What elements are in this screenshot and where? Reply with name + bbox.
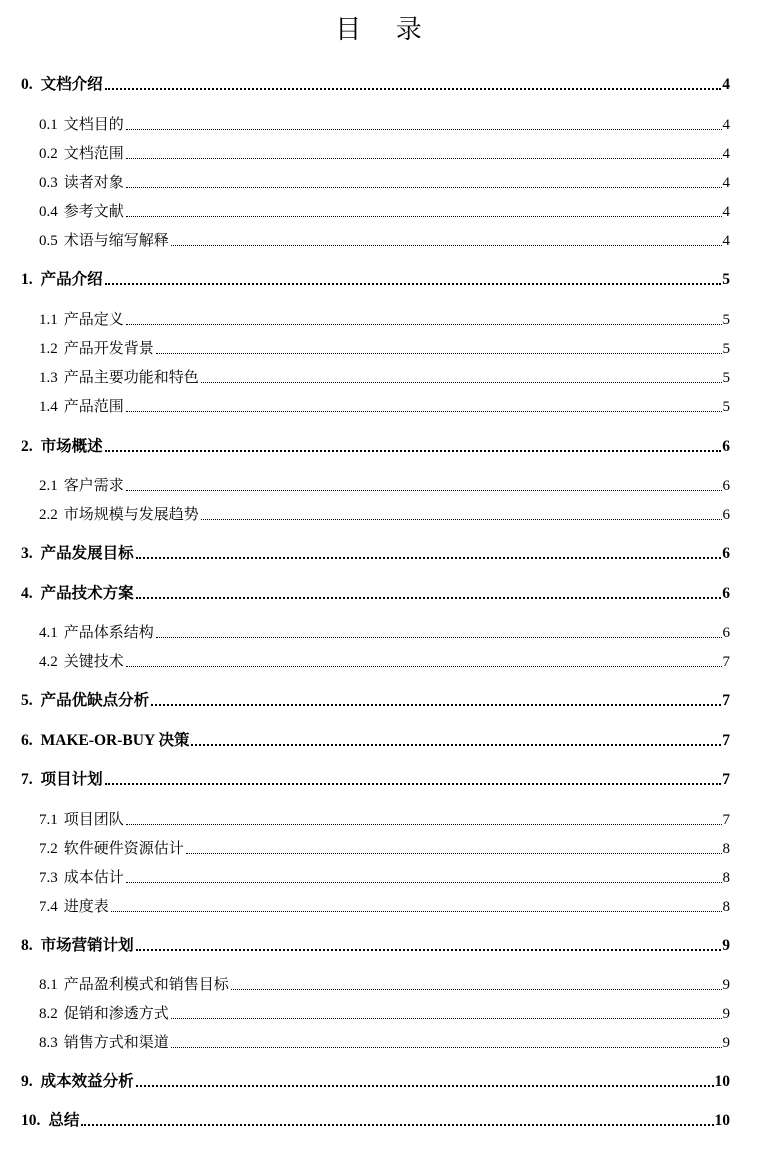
toc-entry-chapter[interactable] xyxy=(21,689,730,711)
toc-entry-label xyxy=(39,476,124,496)
toc-entry-text: 产品主要功能和特色 xyxy=(63,370,199,386)
toc-entry-section[interactable] xyxy=(39,650,730,672)
toc-page-number: 6 xyxy=(722,507,730,523)
toc-entry-number: 4.1 xyxy=(39,625,58,641)
toc-entry-label xyxy=(39,810,124,830)
toc-entry-number: 8. xyxy=(21,937,33,954)
toc-entry-label xyxy=(21,1111,79,1131)
toc-entry-number: 4. xyxy=(21,585,33,602)
toc-page-number: 10 xyxy=(714,1112,730,1129)
toc-entry-number: 7.3 xyxy=(39,870,58,886)
toc-dot-leader xyxy=(136,949,722,951)
toc-entry-section[interactable] xyxy=(39,142,730,164)
toc-entry-section[interactable] xyxy=(39,503,730,525)
toc-entry-text: 促销和渗透方式 xyxy=(63,1006,169,1022)
toc-entry-section[interactable] xyxy=(39,395,730,417)
toc-entry-number: 9. xyxy=(21,1073,33,1090)
toc-page-number: 7 xyxy=(722,654,730,670)
toc-dot-leader xyxy=(126,324,722,325)
toc-dot-leader xyxy=(126,666,722,667)
toc-page-number: 7 xyxy=(722,771,730,788)
toc-entry-chapter[interactable] xyxy=(21,435,730,457)
toc-entry-text: 市场营销计划 xyxy=(40,937,134,954)
toc-page-number: 6 xyxy=(722,625,730,641)
toc-entry-text: 成本效益分析 xyxy=(40,1073,134,1090)
toc-page-number: 8 xyxy=(722,870,730,886)
toc-page-number: 10 xyxy=(714,1073,730,1090)
toc-page-number: 4 xyxy=(722,204,730,220)
toc-entry-text: 产品开发背景 xyxy=(63,341,154,357)
toc-dot-leader xyxy=(191,744,721,746)
toc-dot-leader xyxy=(156,637,722,638)
toc-entry-number: 2.2 xyxy=(39,507,58,523)
toc-page-number: 5 xyxy=(722,341,730,357)
toc-entry-label xyxy=(21,731,189,751)
toc-entry-text: 市场规模与发展趋势 xyxy=(63,507,199,523)
toc-entry-text: 产品技术方案 xyxy=(40,585,134,602)
toc-entry-number: 3. xyxy=(21,545,33,562)
toc-dot-leader xyxy=(201,519,722,520)
toc-page-number: 7 xyxy=(722,812,730,828)
toc-entry-number: 4.2 xyxy=(39,654,58,670)
toc-dot-leader xyxy=(201,382,722,383)
toc-page-number: 6 xyxy=(722,438,730,455)
toc-dot-leader xyxy=(171,245,722,246)
toc-entry-label xyxy=(39,397,124,417)
toc-entry-label xyxy=(21,770,103,790)
toc-entry-label xyxy=(21,544,134,564)
toc-dot-leader xyxy=(126,411,722,412)
toc-entry-number: 1. xyxy=(21,271,33,288)
toc-entry-label xyxy=(39,868,124,888)
toc-entry-number: 1.3 xyxy=(39,370,58,386)
toc-entry-chapter[interactable] xyxy=(21,768,730,790)
toc-entry-chapter[interactable] xyxy=(21,582,730,604)
toc-entry-text: 项目团队 xyxy=(63,812,124,828)
toc-page-number: 8 xyxy=(722,841,730,857)
toc-entry-text: 软件硬件资源估计 xyxy=(63,841,184,857)
toc-entry-number: 7.4 xyxy=(39,899,58,915)
toc-entry-section[interactable] xyxy=(39,171,730,193)
toc-entry-text: 参考文献 xyxy=(63,204,124,220)
toc-entry-text: 文档目的 xyxy=(63,117,124,133)
toc-dot-leader xyxy=(105,783,722,785)
toc-dot-leader xyxy=(186,853,722,854)
toc-entry-chapter[interactable] xyxy=(21,729,730,751)
toc-entry-number: 10. xyxy=(21,1112,41,1129)
toc-entry-section[interactable] xyxy=(39,895,730,917)
toc-entry-label xyxy=(39,368,199,388)
toc-entry-section[interactable] xyxy=(39,474,730,496)
toc-entry-chapter[interactable] xyxy=(21,542,730,564)
toc-dot-leader xyxy=(171,1018,722,1019)
toc-dot-leader xyxy=(151,704,721,706)
toc-dot-leader xyxy=(105,450,722,452)
toc-entry-text: 产品优缺点分析 xyxy=(40,692,150,709)
toc-entry-label xyxy=(39,202,124,222)
toc-page-number: 5 xyxy=(722,370,730,386)
toc-entry-text: 文档介绍 xyxy=(40,76,103,93)
toc-entry-text: 产品范围 xyxy=(63,399,124,415)
toc-entry-label xyxy=(39,173,124,193)
toc-dot-leader xyxy=(136,557,722,559)
toc-entry-section[interactable] xyxy=(39,1002,730,1024)
toc-page-number: 4 xyxy=(722,146,730,162)
toc-entry-text: 术语与缩写解释 xyxy=(63,233,169,249)
toc-page-number: 4 xyxy=(722,76,730,93)
toc-entry-section[interactable] xyxy=(39,808,730,830)
toc-entry-number: 2. xyxy=(21,438,33,455)
toc-entry-label xyxy=(21,437,103,457)
toc-entry-text: 产品介绍 xyxy=(40,271,103,288)
toc-entry-label xyxy=(21,936,134,956)
toc-page-number: 9 xyxy=(722,937,730,954)
toc-entry-section[interactable] xyxy=(39,113,730,135)
toc-entry-number: 1.4 xyxy=(39,399,58,415)
toc-dot-leader xyxy=(231,989,722,990)
toc-entry-number: 2.1 xyxy=(39,478,58,494)
toc-entry-text: 市场概述 xyxy=(40,438,103,455)
toc-entry-label xyxy=(39,1033,169,1053)
toc-dot-leader xyxy=(126,882,722,883)
toc-entry-label xyxy=(39,339,154,359)
toc-dot-leader xyxy=(105,283,722,285)
toc-dot-leader xyxy=(81,1124,713,1126)
toc-entry-number: 0.3 xyxy=(39,175,58,191)
toc-entry-label xyxy=(39,144,124,164)
toc-entry-section[interactable] xyxy=(39,308,730,330)
toc-entry-number: 5. xyxy=(21,692,33,709)
toc-entry-text: MAKE-OR-BUY 决策 xyxy=(40,732,190,749)
toc-entry-text: 关键技术 xyxy=(63,654,124,670)
toc-entry-number: 8.2 xyxy=(39,1006,58,1022)
toc-entry-label xyxy=(21,270,103,290)
toc-dot-leader xyxy=(126,824,722,825)
toc-page-number: 9 xyxy=(722,1035,730,1051)
toc-entry-label xyxy=(39,310,124,330)
toc-entry-label xyxy=(39,897,109,917)
toc-dot-leader xyxy=(126,490,722,491)
toc-entry-number: 1.1 xyxy=(39,312,58,328)
toc-entry-chapter[interactable] xyxy=(21,934,730,956)
toc-entry-text: 销售方式和渠道 xyxy=(63,1035,169,1051)
toc-entry-number: 6. xyxy=(21,732,33,749)
toc-entry-number: 8.1 xyxy=(39,977,58,993)
toc-page-number: 7 xyxy=(722,692,730,709)
toc-entry-chapter[interactable] xyxy=(21,73,730,95)
toc-dot-leader xyxy=(136,1085,714,1087)
toc-entry-section[interactable] xyxy=(39,621,730,643)
toc-dot-leader xyxy=(126,158,722,159)
toc-page-number: 6 xyxy=(722,478,730,494)
toc-entry-label xyxy=(21,691,149,711)
toc-entry-number: 0.4 xyxy=(39,204,58,220)
toc-entry-text: 产品发展目标 xyxy=(40,545,134,562)
toc-entry-text: 进度表 xyxy=(63,899,109,915)
toc-entry-text: 项目计划 xyxy=(40,771,103,788)
toc-dot-leader xyxy=(126,129,722,130)
toc-entry-label xyxy=(39,505,199,525)
toc-page-number: 5 xyxy=(722,399,730,415)
toc-page-number: 9 xyxy=(722,1006,730,1022)
toc-entry-number: 7.1 xyxy=(39,812,58,828)
toc-entry-number: 0.5 xyxy=(39,233,58,249)
toc-page-number: 6 xyxy=(722,585,730,602)
toc-entry-label xyxy=(39,115,124,135)
toc-entry-number: 0. xyxy=(21,76,33,93)
toc-entry-section[interactable] xyxy=(39,866,730,888)
toc-entry-text: 产品体系结构 xyxy=(63,625,154,641)
toc-page-number: 4 xyxy=(722,175,730,191)
toc-dot-leader xyxy=(136,597,722,599)
toc-dot-leader xyxy=(126,187,722,188)
toc-page-number: 8 xyxy=(722,899,730,915)
toc-entry-text: 产品盈利模式和销售目标 xyxy=(63,977,229,993)
toc-dot-leader xyxy=(156,353,722,354)
toc-entry-text: 总结 xyxy=(48,1112,80,1129)
toc-entry-chapter[interactable] xyxy=(21,1070,730,1092)
toc-page-number: 7 xyxy=(722,732,730,749)
toc-entry-label xyxy=(39,652,124,672)
toc-entry-section[interactable] xyxy=(39,337,730,359)
toc-entry-chapter[interactable] xyxy=(21,268,730,290)
toc-dot-leader xyxy=(171,1047,722,1048)
toc-entry-label xyxy=(21,584,134,604)
toc-entry-text: 文档范围 xyxy=(63,146,124,162)
toc-entry-section[interactable] xyxy=(39,229,730,251)
toc-entry-text: 产品定义 xyxy=(63,312,124,328)
toc-page-number: 9 xyxy=(722,977,730,993)
toc-dot-leader xyxy=(105,88,722,90)
toc-entry-section[interactable] xyxy=(39,973,730,995)
toc-entry-number: 8.3 xyxy=(39,1035,58,1051)
toc-entry-text: 读者对象 xyxy=(63,175,124,191)
toc-page-number: 5 xyxy=(722,312,730,328)
toc-entry-section[interactable] xyxy=(39,366,730,388)
toc-entry-section[interactable] xyxy=(39,837,730,859)
toc-entry-label xyxy=(39,231,169,251)
toc-dot-leader xyxy=(111,911,722,912)
toc-title: 目 录 xyxy=(335,15,436,44)
toc-entry-label xyxy=(39,623,154,643)
toc-entry-section[interactable] xyxy=(39,200,730,222)
toc-entry-number: 7. xyxy=(21,771,33,788)
toc-page-number: 4 xyxy=(722,233,730,249)
toc-page-number: 4 xyxy=(722,117,730,133)
toc-entry-number: 1.2 xyxy=(39,341,58,357)
toc-entry-number: 0.1 xyxy=(39,117,58,133)
toc-entry-label xyxy=(21,1072,134,1092)
toc-entry-section[interactable] xyxy=(39,1031,730,1053)
toc-entry-label xyxy=(39,839,184,859)
toc-entry-label xyxy=(39,975,229,995)
toc-dot-leader xyxy=(126,216,722,217)
toc-page-number: 5 xyxy=(722,271,730,288)
toc-page-number: 6 xyxy=(722,545,730,562)
toc-entry-text: 成本估计 xyxy=(63,870,124,886)
toc-entry-chapter[interactable] xyxy=(21,1109,730,1131)
toc-entry-label xyxy=(21,75,103,95)
toc-entry-text: 客户需求 xyxy=(63,478,124,494)
toc-entry-label xyxy=(39,1004,169,1024)
toc-entry-number: 0.2 xyxy=(39,146,58,162)
toc-entry-number: 7.2 xyxy=(39,841,58,857)
